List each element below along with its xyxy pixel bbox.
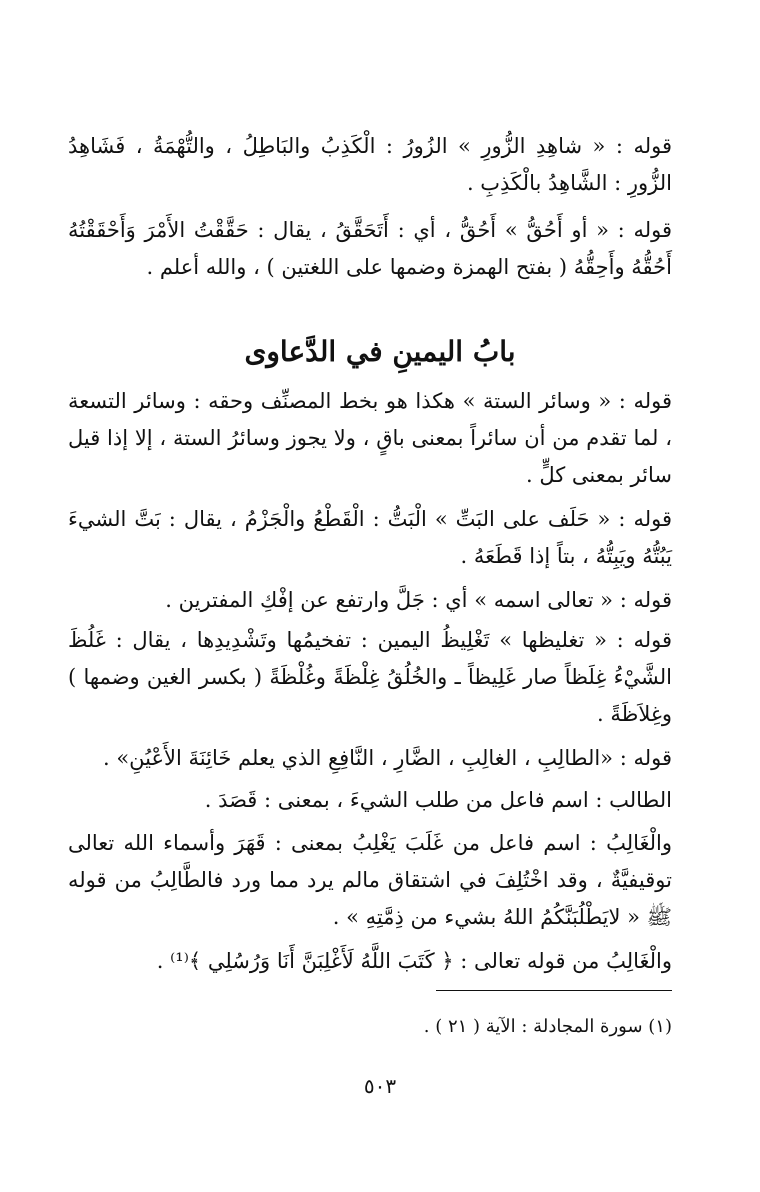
- paragraph-taghliziha: قوله : « تغليظها » تَغْلِيظُ اليمين : تفخيمُها وتَشْدِيدِها ، يقال : غَلُظَ الشَّيْءُ غِلَظاً صار غَلِيظاً ـ والخُلُقُ غِلْظَةً وغُلْظَةً ( بكسر الغين وضمها ) وغِلاَظَةً .: [68, 628, 672, 726]
- paragraph-taala-ismuhu: قوله : « تعالى اسمه » أي : جَلَّ وارتفع عن إفْكِ المفترين .: [165, 588, 672, 612]
- paragraph-alghalib: والْغَالِبُ : اسم فاعل من غَلَبَ يَغْلِبُ بمعنى : قَهَرَ وأسماء الله تعالى توقيفيَّةٌ ، وقد اخْتُلِفَ في اشتقاق مالم يرد مما ورد فالطَّالِبُ من قوله ﷺ « لايَطْلُبَنَّكُمُ اللهُ بشيء من ذِمَّتِهِ » .: [68, 831, 672, 929]
- paragraph-shahid-alzur: قوله : « شاهِدِ الزُّورِ » الزُورُ : الْكَذِبُ والبَاطِلُ ، والتُّهْمَةُ ، فَشَاهِدُ الزُّورِ : الشَّاهِدُ بالْكَذِبِ .: [68, 134, 672, 195]
- paragraph-quran-verse: والْغَالِبُ من قوله تعالى : ﴿ كَتَبَ اللَّهُ لَأَغْلِبَنَّ أَنَا وَرُسُلِي ﴾⁽¹⁾ .: [156, 949, 672, 973]
- paragraph-halafa-ala-albatt: قوله : « حَلَف على البَتِّ » الْبَتُّ : الْقَطْعُ والْجَزْمُ ، يقال : بَتَّ الشيءَ يَبُتُّهُ ويَبِتُّهُ ، بتاً إذا قَطَعَهُ .: [68, 507, 672, 568]
- paragraph-altalib: الطالب : اسم فاعل من طلب الشيءَ ، بمعنى : قَصَدَ .: [204, 788, 672, 812]
- paragraph-ahuqqu: قوله : « أو أَحُقُّ » أَحُقُّ ، أي : أَتَحَقَّقُ ، يقال : حَقَّقْتُ الأَمْرَ وَأَحْقَقْتُهُ أَحُقُّهُ وأَحِقُّهُ ( بفتح الهمزة وضمها على اللغتين ) ، والله أعلم .: [68, 218, 672, 279]
- footnote: (١) سورة المجادلة : الآية ( ٢١ ) .: [423, 1016, 672, 1037]
- section-heading: بابُ اليمينِ في الدَّعاوى: [244, 335, 516, 368]
- page-number: ٥٠٣: [363, 1074, 397, 1098]
- paragraph-wa-sair-alsitta: قوله : « وسائر الستة » هكذا هو بخط المصنِّف وحقه : وسائر التسعة ، لما تقدم من أن سائراً بمعنى باقٍ ، ولا يجوز وسائرُ الستة ، إلا إذا قيل سائر بمعنى كلٍّ .: [68, 389, 672, 487]
- paragraph-divine-names: قوله : «الطالِبِ ، الغالِبِ ، الضَّارِ ، النَّافِعِ الذي يعلم خَائِنَةَ الأَعْيُنِ» .: [102, 746, 672, 770]
- footnote-divider: [436, 990, 672, 991]
